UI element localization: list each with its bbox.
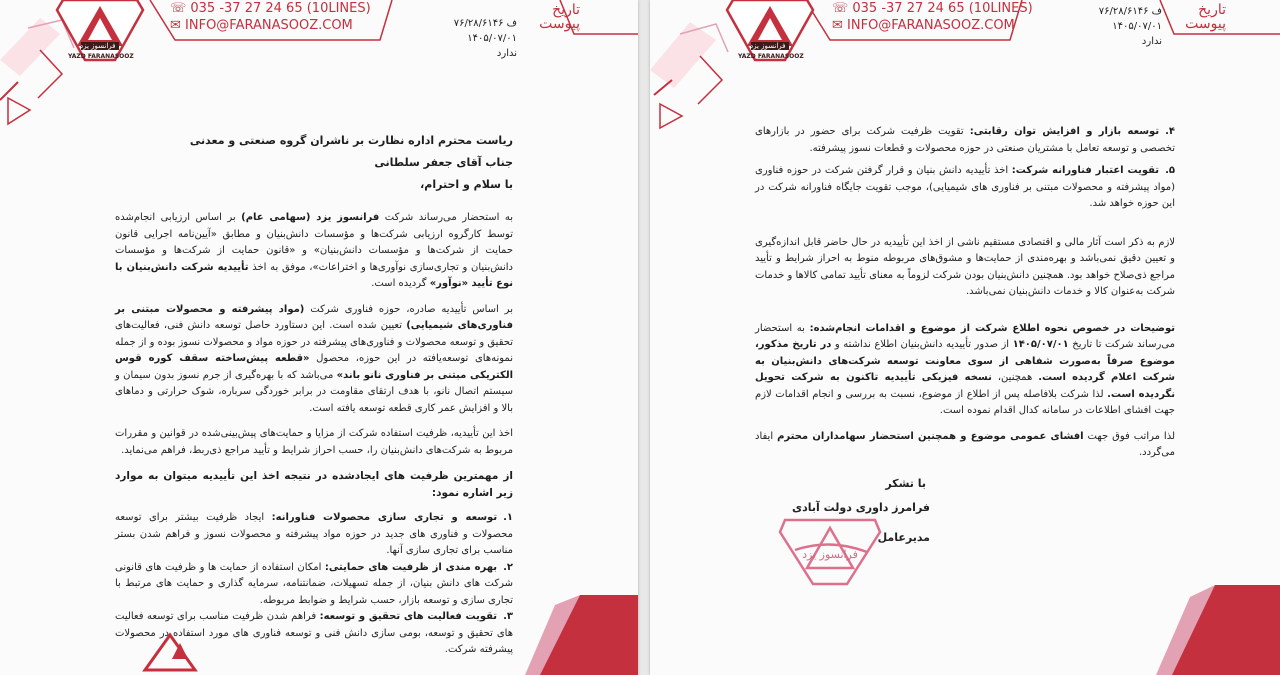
paragraph-final (755, 429, 1175, 462)
footer-decoration (0, 595, 638, 675)
company-seal-icon (775, 490, 885, 590)
technology-domain: (مواد پیشرفته و محصولات مبتنی بر فناوری‌های شیمیایی) (115, 303, 513, 331)
item-title: بهره مندی از ظرفیت های حمایتی: (324, 561, 498, 573)
logo-name-en: YAZD FARANASOOZ (68, 53, 134, 60)
text-bold-run: نسخه فیزیکی تأییدیه تاکنون به شرکت تحویل نگردیده است. (755, 372, 1175, 400)
capacity-item (755, 163, 1175, 213)
item-title: تقویت اعتبار فناورانه شرکت: (1011, 165, 1160, 176)
item-text: تقویت ظرفیت شرکت برای حضور در بازارهای تخصصی و توسعه تعامل با مشتریان صنعتی در حوزه محصولات و قطعات نسوز پیشرفته. (755, 126, 1175, 154)
email-address: INFO@FARANASOOZ.COM (185, 18, 353, 33)
attachment-value: ندارد (1141, 36, 1162, 47)
text-run: گردیده است. (371, 278, 430, 289)
approval-status: تأییدیه شرکت دانش‌بنیان با نوع تأیید «نوآور» (115, 261, 513, 289)
letter-date: ۱۴۰۵/۰۷/۰۱ (467, 33, 517, 44)
disclosure-heading: توضیحات در خصوص نحوه اطلاع شرکت از موضوع و اقدامات انجام‌شده: (809, 322, 1175, 334)
recipient-line-1: ریاست محترم اداره نظارت بر ناشران گروه صنعتی و معدنی (189, 134, 513, 147)
text-run: لذا شرکت بلافاصله پس از اطلاع از موضوع، نسبت به بررسی و انجام اقدامات لازم جهت افشای اطلاعات در سامانه کدال اقدام نموده است. (755, 388, 1175, 416)
date-label: تاریخ (552, 2, 580, 18)
item-text: امکان استفاده از حمایت ها و ظرفیت های قانونی شرکت های دانش بنیان، از جمله تسهیلات، ضمانتنامه، سرمایه گذاری و حمایت های مرتبط با تجاری سازی و توسعه بازار، حسب شرایط و ضوابط مربوطه. (115, 561, 513, 606)
text-run: می‌باشد که با بهره‌گیری از جرم نسوز بدون سیمان و سیستم اتصال نانو، با هدف ارتقای مقاومت در برابر خوردگی سرباره، شوک حرارتی و دماهای بالا و افزایش عمر کاری قطعه توسعه یافته است. (115, 369, 513, 414)
item-title: توسعه و تجاری سازی محصولات فناورانه: (271, 512, 498, 523)
disclosure-date: ۱۴۰۵/۰۷/۰۱ (1012, 339, 1069, 350)
paragraph-effects: لازم به ذکر است آثار مالی و اقتصادی مستقیم ناشی از اخذ این تأییدیه در حال حاضر قابل اندازه‌گیری و تعیین دقیق نمی‌باشد و بهره‌مندی از حمایت‌ها و مشوق‌های مربوطه منوط به احراز شرایط و تأیید مراجع ذی‌صلاح خواهد بود. همچنین دانش‌بنیان بودن شرکت لزوماً به معنای تأیید تمامی کالاها و خدمات شرکت به‌عنوان کالا و خدمات دانش‌بنیان نمی‌باشد. (755, 236, 1175, 297)
letter-page-1 (0, 0, 638, 675)
item-number: ۵. (1165, 165, 1175, 176)
signatory-name: فرامرز داوری دولت آبادی (792, 501, 930, 514)
logo-name-en: YAZD FARANASOOZ (738, 53, 804, 60)
email-icon: ✉ (832, 18, 848, 33)
signatory-title: مدیرعامل (877, 531, 930, 544)
item-text: اخذ تأییدیه دانش بنیان و قرار گرفتن شرکت در حوزه فناوری (مواد پیشرفته و محصولات مبتنی بر فناوری های شیمیایی)، موجب تقویت جایگاه فناورانه شرکت در این حوزه خواهد شد. (755, 165, 1175, 209)
date-label: تاریخ (1198, 2, 1226, 18)
letter-meta (1050, 4, 1162, 49)
paragraph-intro (115, 210, 513, 293)
item-number: ۱. (503, 512, 513, 523)
paragraph-disclosure (755, 321, 1175, 420)
phone-icon: ☏ (170, 1, 191, 16)
item-number: ۳. (503, 611, 513, 622)
product-name: «قطعه پیش‌ساخته سقف کوره قوس الکتریکی مبتنی بر فناوری نانو باند» (115, 353, 514, 381)
contact-block (170, 0, 371, 34)
text-bold-run: در تاریخ مذکور، موضوع صرفاً به‌صورت شفاهی از سوی معاونت توسعه شرکت‌های دانش‌بنیان به شرکت اعلام گردیده است. (755, 339, 1175, 383)
phone-number: 035 -37 27 24 65 (10LINES) (852, 1, 1033, 16)
letter-page-2 (650, 0, 1280, 675)
letter-number: ف ۷۶/۲۸/۶۱۴۶ (453, 18, 517, 29)
contact-block (832, 0, 1033, 34)
capacities-heading: از مهمترین ظرفیت های ایجادشده در نتیجه اخذ این تأییدیه میتوان به موارد زیر اشاره نمود: (115, 470, 513, 499)
text-run: تعیین شده است. این دستاورد حاصل توسعه دانش فنی، فعالیت‌های تحقیق و توسعه محصولات و فناوری‌های پیشرفته در حوزه مواد و محصولات نسوز بوده و از جمله نمونه‌های توسعه‌یافته در این حوزه، محصول (115, 320, 513, 364)
text-run: به استحضار می‌رساند شرکت (379, 212, 514, 223)
attachment-value: ندارد (496, 48, 517, 59)
email-icon: ✉ (170, 18, 186, 33)
text-run: به استحضار می‌رساند شرکت تا تاریخ (755, 322, 1175, 350)
logo-name-fa: فرانسوز یزد (80, 42, 116, 50)
phone-number: 035 -37 27 24 65 (10LINES) (190, 1, 371, 16)
text-run: همچنین، (991, 372, 1039, 383)
email-address: INFO@FARANASOOZ.COM (847, 18, 1015, 33)
phone-icon: ☏ (832, 1, 853, 16)
text-run: ایفاد می‌گردد. (755, 430, 1175, 458)
company-name: فرانسوز یزد (سهامی عام) (241, 212, 380, 223)
seal-text: فرانسوز یزد (802, 548, 858, 561)
paragraph-benefits: اخذ این تأییدیه، ظرفیت استفاده شرکت از مزایا و حمایت‌های پیش‌بینی‌شده در قوانین و مقررات مربوط به شرکت‌های دانش‌بنیان را، حسب احراز شرایط و تأیید مراجع ذی‌ربط، فراهم می‌نماید. (115, 428, 513, 456)
date-labels (1172, 3, 1226, 31)
text-bold-run: افشای عمومی موضوع و همچنین استحضار سهامداران محترم (777, 430, 1084, 442)
paragraph-domain (115, 302, 513, 418)
capacity-item (755, 124, 1175, 157)
logo-name-fa: فرانسوز یزد (750, 42, 786, 50)
item-title: توسعه بازار و افزایش توان رقابتی: (969, 126, 1160, 137)
text-run: لذا مراتب فوق جهت (1083, 430, 1175, 442)
attachment-label: پیوست (1185, 16, 1226, 32)
closing-thanks: با تشکر (885, 477, 926, 490)
letter-date: ۱۴۰۵/۰۷/۰۱ (1112, 21, 1162, 32)
text-run: بر اساس ارزیابی انجام‌شده توسط کارگروه ارزیابی شرکت‌ها و مؤسسات دانش‌بنیان و مطابق «آیین‌نامه اجرایی قانون حمایت از شرکت‌ها و مؤسسات دانش‌بنیان» و «قانون حمایت از شرکت‌ها و مؤسسات دانش‌بنیان و تجاری‌سازی نوآوری‌ها و اختراعات»، موفق به اخذ (115, 212, 513, 273)
letter-meta (405, 16, 517, 61)
item-text: فراهم شدن ظرفیت مناسب برای توسعه فعالیت های تحقیق و توسعه، بومی سازی دانش فنی و توسعه فناوری های مورد استفاده در محصولات پیشرفته شرکت. (115, 611, 513, 655)
greeting: با سلام و احترام، (420, 178, 513, 191)
item-number: ۲. (503, 561, 513, 573)
footer-decoration (650, 585, 1280, 675)
letter-number: ف ۷۶/۲۸/۶۱۴۶ (1098, 6, 1162, 17)
recipient-line-2: جناب آقای جعفر سلطانی (374, 156, 513, 169)
attachment-label: پیوست (539, 16, 580, 32)
item-title: تقویت فعالیت های تحقیق و توسعه: (319, 611, 498, 622)
date-labels (530, 3, 580, 31)
letter-body-2 (755, 124, 1175, 471)
letter-body-1 (115, 130, 513, 659)
item-number: ۴. (1165, 126, 1175, 137)
item-text: ایجاد ظرفیت بیشتر برای توسعه محصولات و فناوری های جدید در حوزه مواد پیشرفته و محصولات نسوز و فراهم شدن بستر مناسب برای تجاری سازی آنها. (115, 512, 513, 556)
text-run: از صدور تأییدیه دانش‌بنیان اطلاع نداشته و (831, 339, 1013, 350)
text-run: بر اساس تأییدیه صادره، حوزه فناوری شرکت (304, 303, 513, 315)
capacity-item (115, 510, 513, 560)
